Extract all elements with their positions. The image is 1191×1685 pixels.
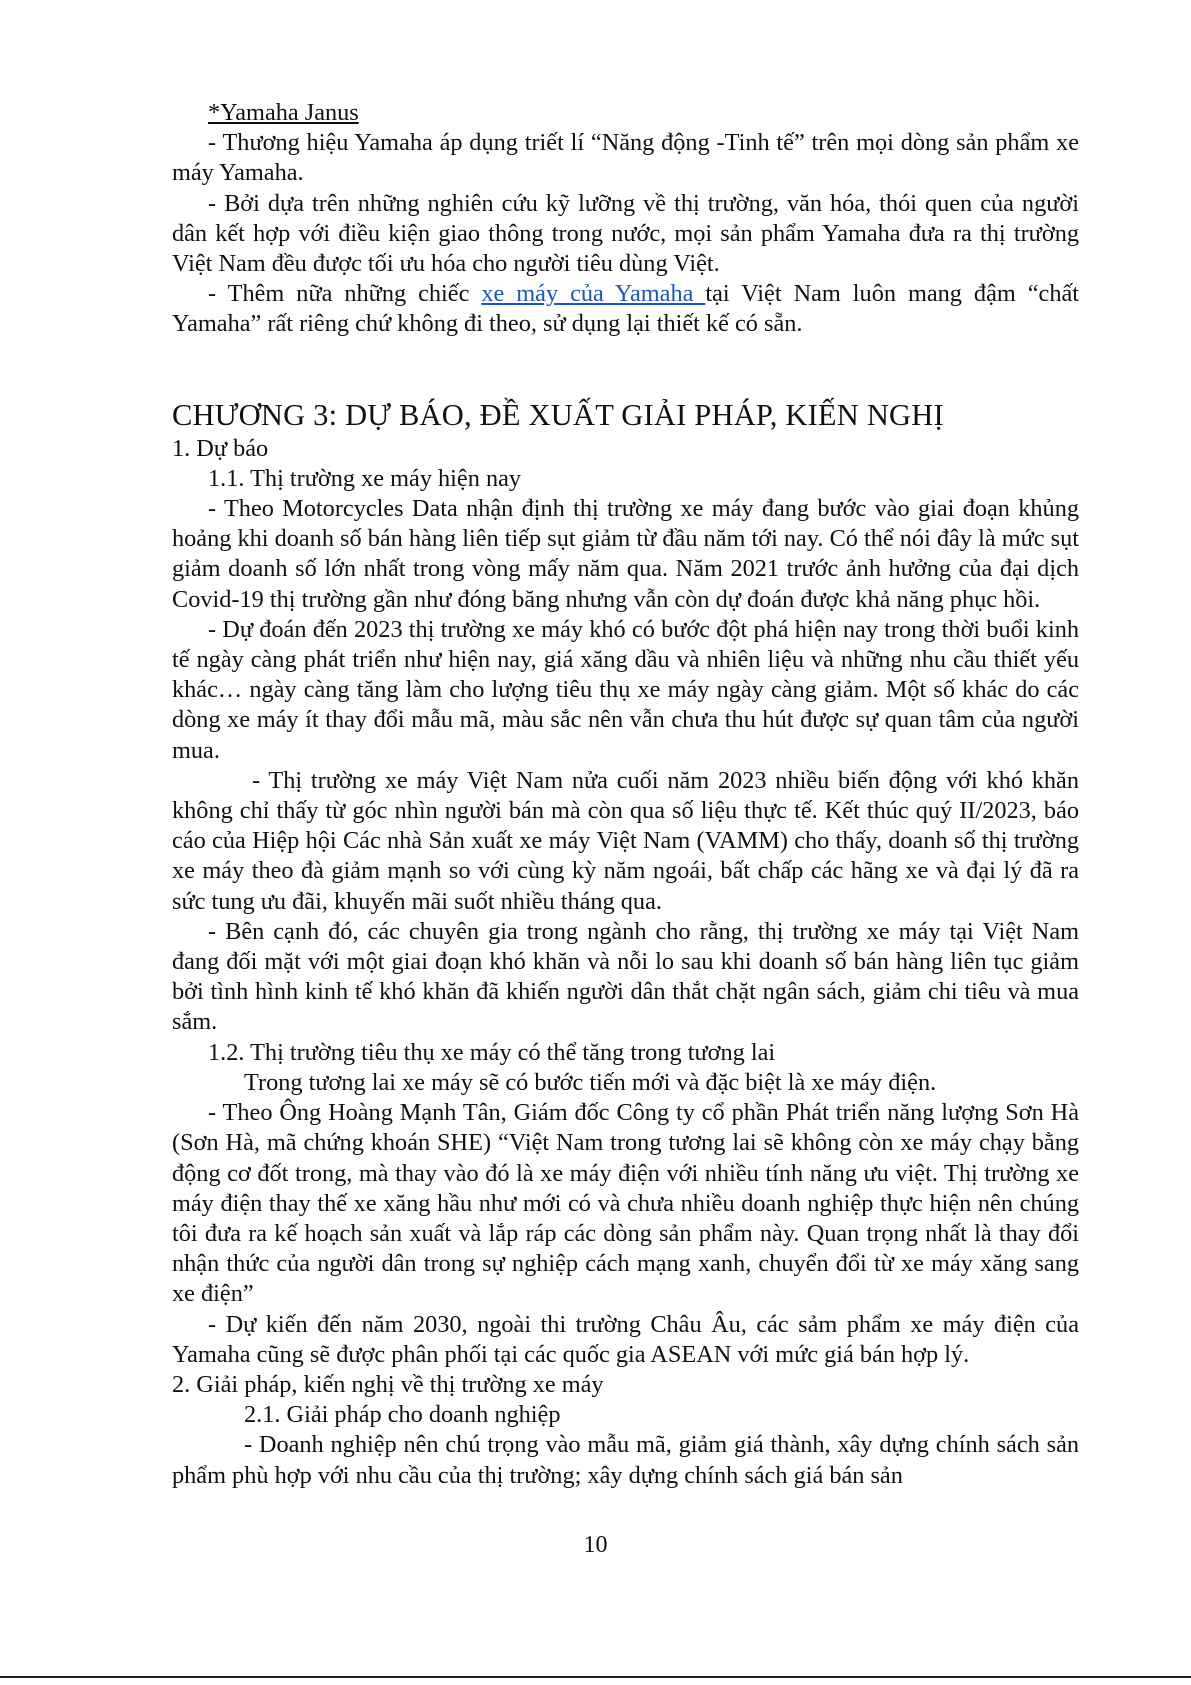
section-spacer	[172, 340, 1079, 396]
section-1-1-paragraph-3: - Thị trường xe máy Việt Nam nửa cuối năm 2023 nhiều biến động với khó khăn không chỉ thấy từ góc nhìn người bán mà còn qua số liệu thực tế. Kết thúc quý II/2023, báo cáo của Hiệp hội Các nhà Sản xuất xe máy Việt Nam (VAMM) cho thấy, doanh số thị trường xe máy theo đà giảm mạnh so với cùng kỳ năm ngoái, bất chấp các hãng xe và đại lý đã ra sức tung ưu đãi, khuyến mãi suốt nhiều tháng qua.	[172, 766, 1079, 915]
intro-paragraph-3	[172, 279, 1079, 339]
section-1-1-heading: 1.1. Thị trường xe máy hiện nay	[208, 464, 522, 492]
section-1-2-paragraph-1: Trong tương lai xe máy sẽ có bước tiến mới và đặc biệt là xe máy điện.	[244, 1068, 937, 1096]
intro-paragraph-1: - Thương hiệu Yamaha áp dụng triết lí “Năng động -Tinh tế” trên mọi dòng sản phẩm xe máy Yamaha.	[172, 129, 1079, 187]
section-1-heading: 1. Dự báo	[172, 434, 269, 462]
bottom-divider	[0, 1676, 1191, 1678]
intro-paragraph-3-start: - Thêm nữa những chiếc	[208, 280, 482, 308]
section-1-1-paragraph-2: - Dự đoán đến 2023 thị trường xe máy khó có bước đột phá hiện nay trong thời buổi kinh tế ngày càng phát triển như hiện nay, giá xăng dầu và nhiên liệu và những nhu cầu thiết yếu khác… ngày càng tăng làm cho lượng tiêu thụ xe máy ngày càng giảm. Một số khác do các dòng xe máy ít thay đổi mẫu mã, màu sắc nên vẫn chưa thu hút được sự quan tâm của người mua.	[172, 615, 1079, 764]
yamaha-janus-subtitle: *Yamaha Janus	[208, 99, 359, 126]
section-2-heading: 2. Giải pháp, kiến nghị về thị trường xe máy	[172, 1370, 604, 1398]
yamaha-motorbike-link[interactable]: xe máy của Yamaha	[481, 280, 706, 308]
section-1-2-paragraph-3: - Dự kiến đến năm 2030, ngoài thi trường Châu Âu, các sảm phẩm xe máy điện của Yamaha cũng sẽ được phân phối tại các quốc gia ASEAN với mức giá bán hợp lý.	[172, 1310, 1079, 1368]
intro-subtitle	[172, 98, 1079, 128]
chapter-title: CHƯƠNG 3: DỰ BÁO, ĐỀ XUẤT GIẢI PHÁP, KIẾN NGHỊ	[172, 397, 944, 432]
section-1-2-paragraph-2: - Theo Ông Hoàng Mạnh Tân, Giám đốc Công ty cổ phần Phát triển năng lượng Sơn Hà (Sơn Hà, mã chứng khoán SHE) “Việt Nam trong tương lai sẽ không còn xe máy chạy bằng động cơ đốt trong, mà thay vào đó là xe máy điện với nhiều tính năng ưu việt. Thị trường xe máy điện thay thế xe xăng hầu như mới có và chưa nhiều doanh nghiệp thực hiện nên chúng tôi đưa ra kế hoạch sản xuất và lắp ráp các dòng sản phẩm này. Quan trọng nhất là thay đổi nhận thức của người dân trong sự nghiệp cách mạng xanh, chuyển đổi từ xe máy xăng sang xe điện”	[172, 1099, 1079, 1308]
page-number: 10	[583, 1532, 608, 1558]
intro-paragraph-2: - Bởi dựa trên những nghiên cứu kỹ lưỡng về thị trường, văn hóa, thói quen của người dân kết hợp với điều kiện giao thông trong nước, mọi sản phẩm Yamaha đưa ra thị trường Việt Nam đều được tối ưu hóa cho người tiêu dùng Việt.	[172, 189, 1079, 278]
section-1-1-paragraph-1: - Theo Motorcycles Data nhận định thị trường xe máy đang bước vào giai đoạn khủng hoảng khi doanh số bán hàng liên tiếp sụt giảm từ đầu năm tới nay. Có thể nói đây là mức sụt giảm doanh số lớn nhất trong vòng mấy năm qua. Năm 2021 trước ảnh hưởng của đại dịch Covid-19 thị trường gần như đóng băng nhưng vẫn còn dự đoán được khả năng phục hồi.	[172, 495, 1079, 613]
section-2-1-paragraph-1: - Doanh nghiệp nên chú trọng vào mẫu mã, giảm giá thành, xây dựng chính sách sản phẩm phù hợp với nhu cầu của thị trường; xây dựng chính sách giá bán sản	[172, 1431, 1079, 1489]
section-1-1-paragraph-4: - Bên cạnh đó, các chuyên gia trong ngành cho rằng, thị trường xe máy tại Việt Nam đang đối mặt với một giai đoạn khó khăn và nỗi lo sau khi doanh số bán hàng liên tục giảm bởi tình hình kinh tế khó khăn đã khiến người dân thắt chặt ngân sách, giảm chi tiêu và mua sắm.	[172, 917, 1079, 1036]
page-content	[172, 98, 1079, 1491]
section-2-1-heading: 2.1. Giải pháp cho doanh nghiệp	[244, 1401, 561, 1429]
intro-paragraph-3-end: tại Việt Nam luôn mang đậm “chất Yamaha” rất riêng chứ không đi theo, sử dụng lại thiết kế có sẵn.	[172, 280, 1079, 338]
section-1-2-heading: 1.2. Thị trường tiêu thụ xe máy có thể tăng trong tương lai	[208, 1038, 776, 1066]
